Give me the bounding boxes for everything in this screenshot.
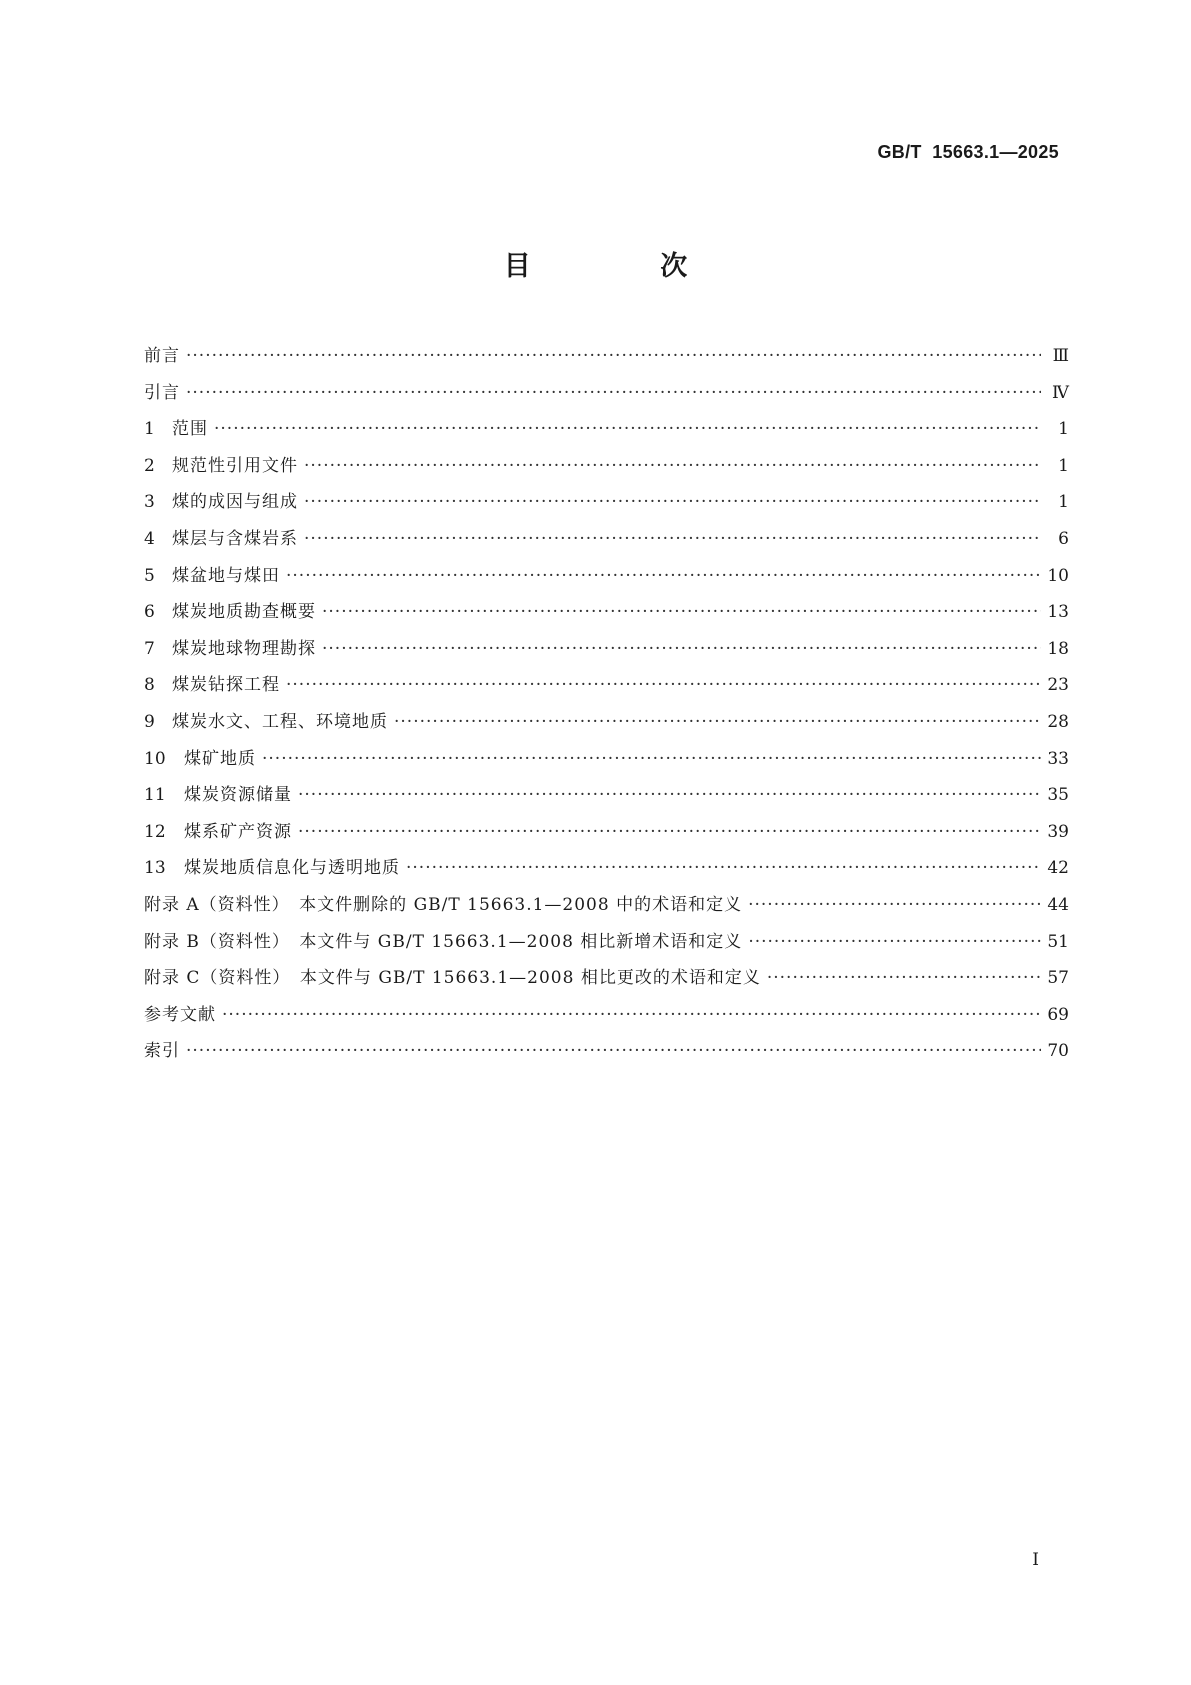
page-title: 目 次	[503, 251, 748, 282]
toc-entry-label: 附录 A（资料性） 本文件删除的 GB/T 15663.1—2008 中的术语和定义	[144, 894, 743, 915]
toc-leader-dots	[286, 558, 1041, 594]
toc-entry-page: 51	[1047, 931, 1069, 952]
toc-leader-dots	[406, 850, 1041, 886]
toc-entry-page: 33	[1047, 748, 1069, 769]
toc-entry-appendix-a[interactable]	[144, 887, 1069, 924]
toc-leader-dots	[222, 997, 1041, 1033]
toc-leader-dots	[767, 960, 1041, 996]
toc-entry-page: 57	[1047, 968, 1069, 989]
toc-entry-page: 13	[1047, 602, 1069, 623]
toc-entry-11[interactable]	[144, 777, 1069, 814]
toc-entry-page: 28	[1047, 711, 1069, 732]
toc-entry-10[interactable]	[144, 741, 1069, 778]
toc-entry-8[interactable]	[144, 667, 1069, 704]
toc-entry-label: 附录 C（资料性） 本文件与 GB/T 15663.1—2008 相比更改的术语和定义	[144, 968, 761, 989]
toc-entry-number: 6	[144, 602, 155, 623]
toc-entry-page: 6	[1058, 528, 1069, 549]
toc-entry-label: 煤炭资源储量	[184, 785, 292, 806]
toc-entry-label: 煤系矿产资源	[184, 821, 292, 842]
toc-entry-number: 9	[144, 711, 155, 732]
toc-entry-number: 13	[144, 858, 166, 879]
toc-leader-dots	[186, 375, 1041, 411]
toc-leader-dots	[186, 1033, 1041, 1069]
toc-leader-dots	[322, 631, 1041, 667]
toc-entry-page: 10	[1047, 565, 1069, 586]
toc-entry-label: 前言	[144, 346, 180, 366]
toc-leader-dots	[394, 704, 1041, 740]
toc-entry-appendix-c[interactable]	[144, 960, 1069, 997]
toc-leader-dots	[298, 814, 1041, 850]
toc-entry-label: 索引	[144, 1041, 180, 1062]
toc-entry-9[interactable]	[144, 704, 1069, 741]
toc-leader-dots	[214, 411, 1041, 447]
toc-entry-13[interactable]	[144, 850, 1069, 887]
toc-entry-label: 煤炭地质信息化与透明地质	[184, 858, 400, 879]
toc-entry-page: 1	[1058, 419, 1069, 440]
toc-entry-page: 23	[1047, 675, 1069, 696]
toc-entry-label: 煤炭地质勘查概要	[172, 602, 316, 623]
toc-entry-introduction[interactable]	[144, 375, 1069, 412]
toc-entry-label: 煤炭水文、工程、环境地质	[172, 711, 388, 732]
toc-entry-page: Ⅳ	[1052, 382, 1069, 403]
toc-entry-label: 附录 B（资料性） 本文件与 GB/T 15663.1—2008 相比新增术语和定义	[144, 931, 743, 952]
toc-entry-page: 35	[1047, 785, 1069, 806]
toc-entry-number: 3	[144, 492, 155, 513]
toc-entry-label: 煤层与含煤岩系	[172, 528, 298, 549]
toc-entry-appendix-b[interactable]	[144, 924, 1069, 961]
toc-leader-dots	[304, 484, 1041, 520]
toc-entry-page: 70	[1047, 1041, 1069, 1062]
toc-entry-references[interactable]	[144, 997, 1069, 1034]
toc-entry-number: 5	[144, 565, 155, 586]
toc-leader-dots	[748, 887, 1041, 923]
toc-leader-dots	[286, 667, 1041, 703]
toc-entry-number: 8	[144, 675, 155, 696]
page-number: I	[1032, 1550, 1039, 1570]
toc-entry-page: Ⅲ	[1052, 346, 1069, 366]
toc-entry-3[interactable]	[144, 484, 1069, 521]
toc-entry-6[interactable]	[144, 594, 1069, 631]
toc-entry-page: 18	[1047, 638, 1069, 659]
toc-entry-number: 1	[144, 419, 155, 440]
toc-entry-number: 7	[144, 638, 155, 659]
toc-entry-1[interactable]	[144, 411, 1069, 448]
toc-entry-page: 69	[1047, 1004, 1069, 1025]
document-code: GB/T 15663.1—2025	[877, 142, 1059, 162]
toc-entry-foreword[interactable]	[144, 338, 1069, 375]
toc-entry-5[interactable]	[144, 558, 1069, 595]
table-of-contents	[144, 338, 1069, 1070]
toc-entry-7[interactable]	[144, 631, 1069, 668]
toc-entry-label: 煤矿地质	[184, 748, 256, 769]
toc-entry-number: 11	[144, 785, 166, 806]
toc-entry-index[interactable]	[144, 1033, 1069, 1070]
toc-leader-dots	[304, 521, 1041, 557]
toc-entry-label: 煤盆地与煤田	[172, 565, 280, 586]
toc-entry-number: 12	[144, 821, 166, 842]
toc-leader-dots	[322, 594, 1041, 630]
toc-entry-label: 参考文献	[144, 1004, 216, 1025]
toc-entry-number: 2	[144, 455, 155, 476]
toc-entry-label: 煤炭钻探工程	[172, 675, 280, 696]
toc-entry-12[interactable]	[144, 814, 1069, 851]
toc-entry-page: 1	[1058, 492, 1069, 513]
toc-entry-page: 42	[1047, 858, 1069, 879]
toc-leader-dots	[304, 448, 1041, 484]
toc-entry-number: 4	[144, 528, 155, 549]
toc-leader-dots	[298, 777, 1041, 813]
toc-entry-4[interactable]	[144, 521, 1069, 558]
toc-entry-label: 范围	[172, 419, 208, 440]
toc-entry-label: 规范性引用文件	[172, 455, 298, 476]
toc-entry-label: 煤炭地球物理勘探	[172, 638, 316, 659]
toc-entry-2[interactable]	[144, 448, 1069, 485]
toc-leader-dots	[262, 741, 1041, 777]
toc-entry-number: 10	[144, 748, 166, 769]
toc-entry-label: 引言	[144, 382, 180, 403]
toc-entry-page: 39	[1047, 821, 1069, 842]
toc-leader-dots	[748, 924, 1041, 960]
toc-leader-dots	[186, 338, 1041, 374]
toc-entry-page: 1	[1058, 455, 1069, 476]
toc-entry-label: 煤的成因与组成	[172, 492, 298, 513]
toc-entry-page: 44	[1047, 894, 1069, 915]
